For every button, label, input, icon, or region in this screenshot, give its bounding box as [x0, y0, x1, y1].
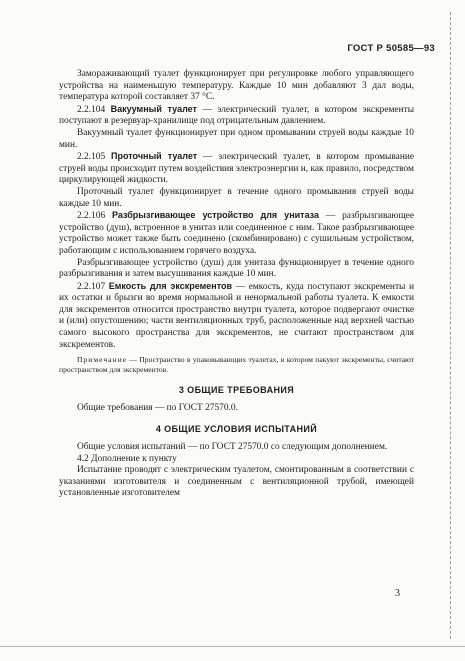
term-vacuum-toilet: Вакуумный туалет	[110, 103, 197, 114]
clause-definition: — электрический туалет, в котором экскременты поступают в резервуар-хранилище под отрицательным давлением.	[59, 104, 415, 127]
page-edge-line	[450, 12, 451, 639]
section-4-text: Общие условия испытаний — по ГОСТ 27570.0 со следующим дополнением.	[77, 442, 388, 453]
note	[59, 355, 414, 375]
subclause-4-2: 4.2 Дополнение к пункту	[77, 453, 177, 464]
clause-number: 2.2.106	[77, 211, 106, 222]
clause-definition: — разбрызгивающее устройство (душ), встроенное в унитаз или соединенное с ним. Такое разбрызгивающее устройство может также быть соединено (скомбинировано) с сушильным устройством, работающим с использованием горячего воздуха.	[59, 211, 415, 256]
section-4-title: 4 ОБЩИЕ УСЛОВИЯ ИСПЫТАНИЙ	[155, 424, 318, 435]
note-text: — Пространство в упаковывающих туалетах, в котором пакуют экскременты, считают пространством для экскрементов.	[59, 355, 414, 375]
document-body	[59, 69, 414, 500]
clause-definition: — емкость, куда поступают экскременты и их остатки и брызги во время нормальной и ненормальной работы туалета. К емкости для экскрементов относится пространство внутри туалета, которое подвергают очистке и (или) опустошению; части вентиляционных труб, расположенные над верхней частью самого высокого пространства для экскрементов, не считают пространством для экскрементов.	[59, 281, 414, 350]
note-label: Примечание	[77, 355, 128, 365]
term-spray-device: Разбрызгивающее устройство для унитаза	[111, 210, 320, 221]
section-3-title: 3 ОБЩИЕ ТРЕБОВАНИЯ	[178, 385, 295, 396]
section-4-last-paragraph: Испытание проводят с электрическим туалетом, смонтированным в соответствии с указаниями изготовителя и соединенным с вентиляционной трубой, имеющей установленные изготовителем	[59, 465, 414, 499]
clause-number: 2.2.105	[77, 152, 106, 163]
clause-number: 2.2.104	[77, 104, 106, 115]
standard-header: ГОСТ Р 50585—93	[347, 43, 435, 54]
clause-definition: — электрический туалет, в котором промывание струей воды происходит путем воздействия электроэнергии и, как правило, посредством циркулирующей жидкости.	[59, 152, 415, 186]
term-flow-toilet: Проточный туалет	[111, 151, 198, 162]
clause-2-2-106	[59, 210, 414, 257]
section-3-text: Общие требования — по ГОСТ 27570.0.	[77, 402, 238, 413]
term-excrement-container: Емкость для экскрементов	[108, 280, 233, 291]
paragraph-vacuum-operation: Вакуумный туалет функционирует при одном промывании струей воды каждые 10 мин.	[59, 127, 414, 150]
paragraph-spray-operation: Разбрызгивающее устройство (душ) для унитаза функционирует в течение одного разбрызгивания и затем высушивания каждые 10 мин.	[59, 257, 414, 280]
clause-2-2-105	[59, 151, 414, 187]
clause-2-2-104	[59, 104, 414, 128]
page-number: 3	[395, 588, 400, 599]
bottom-divider	[0, 646, 465, 647]
clause-2-2-107	[59, 281, 414, 352]
clause-number: 2.2.107	[77, 281, 106, 292]
paragraph-flow-operation: Проточный туалет функционирует в течение одного промывания струей воды каждые 10 мин.	[59, 186, 414, 209]
paragraph-freezing-toilet: Замораживающий туалет функционирует при регулировке любого управляющего устройства на наименьшую температуру. Каждые 10 мин добавляют 3 дал воды, температура которой составляет 37 °С.	[59, 69, 414, 103]
